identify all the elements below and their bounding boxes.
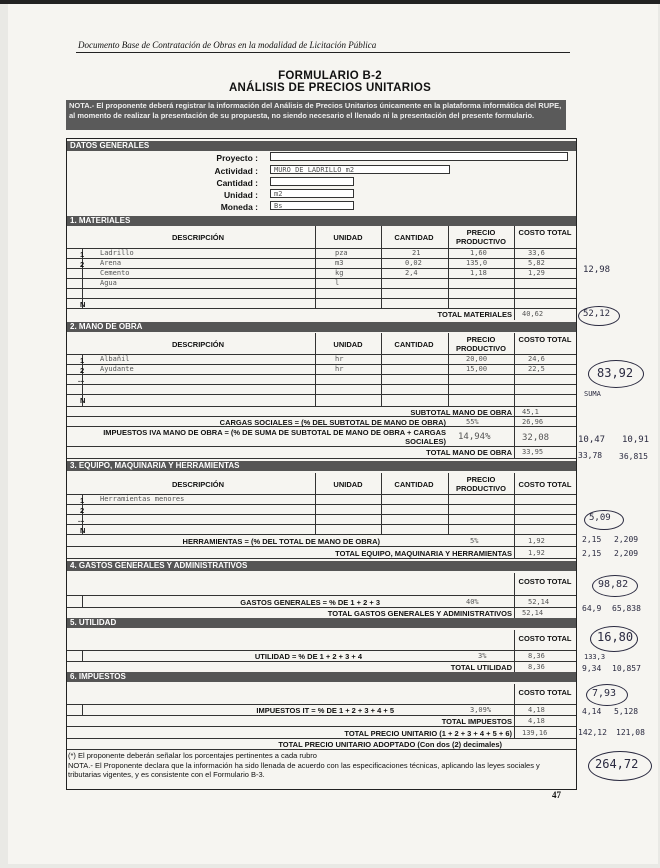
section-utilidad: 5. UTILIDAD	[67, 618, 576, 628]
moneda-field[interactable]: Bs	[270, 201, 354, 210]
unidad-field[interactable]: m2	[270, 189, 354, 198]
grid-line	[514, 684, 515, 738]
total-materiales-label: TOTAL MATERIALES	[437, 310, 512, 319]
header-rule	[76, 52, 570, 53]
impuestos-it-pct: 3,09%	[470, 706, 492, 714]
margin-note: 5,09	[589, 513, 611, 523]
grid-line	[67, 704, 576, 705]
margin-note: 16,80	[597, 630, 634, 644]
margin-note: 98,82	[598, 579, 629, 590]
grid-line	[67, 374, 576, 375]
col-unidad: UNIDAD	[333, 233, 363, 242]
margin-note: 10,857	[612, 664, 641, 673]
grid-line	[67, 406, 576, 407]
grid-line	[67, 524, 576, 525]
col-descripcion: DESCRIPCIÓN	[171, 340, 225, 349]
material-desc: Agua	[100, 279, 117, 287]
actividad-label: Actividad :	[214, 166, 258, 176]
material-cantidad: 21	[412, 249, 421, 257]
margin-note: 121,08	[616, 728, 645, 737]
row-number: 2	[80, 506, 85, 515]
section-datos-generales: DATOS GENERALES	[67, 141, 576, 151]
grid-line	[67, 661, 576, 662]
col-costo: COSTO TOTAL	[518, 577, 572, 586]
grid-line	[67, 738, 576, 739]
grid-line	[67, 726, 576, 727]
total-gastos-label: TOTAL GASTOS GENERALES Y ADMINISTRATIVOS	[327, 609, 512, 618]
grid-line	[67, 749, 576, 750]
grid-line	[514, 473, 515, 558]
margin-note: 4,14	[582, 707, 602, 716]
margin-note: 2,209	[614, 535, 639, 544]
form-title: FORMULARIO B-2	[278, 70, 382, 82]
grid-line	[514, 573, 515, 619]
col-descripcion: DESCRIPCIÓN	[171, 233, 225, 242]
material-unidad: pza	[335, 249, 348, 257]
material-cantidad: 2,4	[405, 269, 418, 277]
grid-line	[67, 384, 576, 385]
impuestos-it-value: 4,18	[528, 706, 545, 714]
grid-line	[514, 226, 515, 320]
col-costo: COSTO TOTAL	[518, 634, 572, 643]
col-precio: PRECIO PRODUCTIVO	[455, 475, 506, 493]
material-costo: 33,6	[528, 249, 545, 257]
form-subtitle: ANÁLISIS DE PRECIOS UNITARIOS	[228, 82, 432, 94]
margin-note: 36,815	[619, 452, 648, 461]
grid-line	[67, 248, 576, 249]
grid-line	[514, 630, 515, 672]
margin-note: 133,3	[584, 653, 606, 661]
total-impuestos-label: TOTAL IMPUESTOS	[441, 717, 512, 726]
grid-line	[381, 333, 382, 406]
section-materiales: 1. MATERIALES	[67, 216, 576, 226]
grid-line	[381, 226, 382, 308]
grid-line	[315, 333, 316, 406]
grid-line	[67, 504, 576, 505]
row-dots: ...	[78, 375, 85, 384]
grid-line	[514, 333, 515, 458]
grid-line	[67, 546, 576, 547]
grid-line	[67, 595, 576, 596]
section-mano-de-obra: 2. MANO DE OBRA	[67, 322, 576, 332]
grid-line	[82, 650, 83, 661]
grid-line	[67, 534, 576, 535]
actividad-field[interactable]: MURO DE LADRILLO m2	[270, 165, 450, 174]
row-number: 2	[80, 366, 85, 375]
grid-line	[67, 364, 576, 365]
iva-mo-label: IMPUESTOS IVA MANO DE OBRA = (% DE SUMA DE SUBTOTAL DE MANO DE OBRA + CARGAS SOCIALES)	[103, 428, 446, 446]
margin-note: 33,78	[578, 451, 603, 460]
margin-note: 5,128	[614, 707, 639, 716]
material-desc: Arena	[100, 259, 122, 267]
grid-line	[67, 650, 576, 651]
margin-note: 2,15	[582, 535, 602, 544]
col-precio: PRECIO PRODUCTIVO	[455, 335, 506, 353]
total-equipo-label: TOTAL EQUIPO, MAQUINARIA Y HERRAMIENTAS	[335, 549, 512, 558]
row-number-n: N	[80, 396, 86, 405]
grid-line	[67, 354, 576, 355]
material-precio: 135,0	[466, 259, 488, 267]
grid-line	[67, 278, 576, 279]
moneda-label: Moneda :	[220, 202, 258, 212]
col-costo: COSTO TOTAL	[518, 335, 572, 344]
total-mo-value: 33,95	[522, 448, 544, 456]
row-dots: ...	[78, 515, 85, 524]
page-number: 47	[552, 790, 561, 800]
material-desc: Ladrillo	[100, 249, 134, 257]
grid-line	[67, 394, 576, 395]
margin-note: 10,91	[622, 435, 650, 445]
total-precio-unitario-value: 139,16	[522, 729, 548, 737]
col-unidad: UNIDAD	[333, 340, 363, 349]
col-cantidad: CANTIDAD	[394, 340, 434, 349]
gastos-generales-label: GASTOS GENERALES = % DE 1 + 2 + 3	[240, 598, 380, 607]
material-costo: 5,82	[528, 259, 545, 267]
total-utilidad-label: TOTAL UTILIDAD	[450, 663, 512, 672]
grid-line	[67, 308, 576, 309]
margin-note: 142,12	[578, 728, 607, 737]
proyecto-field[interactable]	[270, 152, 568, 161]
section-impuestos: 6. IMPUESTOS	[67, 672, 576, 682]
total-adoptado-label: TOTAL PRECIO UNITARIO ADOPTADO (Con dos (2) decimales)	[278, 740, 502, 749]
grid-line	[448, 333, 449, 406]
declaration-note: NOTA.- El Proponente declara que la información ha sido llenada de acuerdo con las especificaciones técnicas, aplicando las leyes sociales y tributarias vigentes, y es consistente con el Formulario B-3.	[68, 761, 540, 779]
nota-box: NOTA.- El proponente deberá registrar la información del Análisis de Precios Unitarios únicamente en la plataforma informática del RUPE, al momento de realizar la presentación de su propuesta, no siendo necesario el llenado ni la presentación del presente formulario.	[66, 100, 566, 130]
col-cantidad: CANTIDAD	[394, 480, 434, 489]
material-desc: Cemento	[100, 269, 130, 277]
grid-line	[82, 704, 83, 715]
col-costo: COSTO TOTAL	[518, 688, 572, 697]
margin-note: 83,92	[597, 366, 634, 380]
margin-note: 7,93	[592, 688, 617, 699]
gastos-generales-value: 52,14	[528, 598, 550, 606]
margin-note: 12,98	[583, 265, 611, 275]
iva-mo-pct: 14,94%	[458, 432, 491, 442]
margin-note: 64,9	[582, 604, 602, 613]
grid-line	[67, 268, 576, 269]
unidad-label: Unidad :	[224, 190, 258, 200]
total-mo-label: TOTAL MANO DE OBRA	[426, 448, 512, 457]
grid-line	[315, 473, 316, 534]
mo-desc: Albañil	[100, 355, 130, 363]
total-precio-unitario-label: TOTAL PRECIO UNITARIO (1 + 2 + 3 + 4 + 5 + 6)	[344, 729, 512, 738]
proyecto-label: Proyecto :	[216, 153, 258, 163]
footnote: (*) El proponente deberán señalar los porcentajes pertinentes a cada rubro	[68, 751, 317, 760]
cantidad-label: Cantidad :	[216, 178, 258, 188]
grid-line	[67, 715, 576, 716]
total-gastos-value: 52,14	[522, 609, 544, 617]
material-unidad: m3	[335, 259, 344, 267]
mo-costo: 22,5	[528, 365, 545, 373]
grid-line	[67, 514, 576, 515]
grid-line	[67, 258, 576, 259]
col-costo: COSTO TOTAL	[518, 480, 572, 489]
total-materiales-value: 40,62	[522, 310, 544, 318]
col-unidad: UNIDAD	[333, 480, 363, 489]
margin-note: 52,12	[583, 309, 611, 319]
subtotal-mo-label: SUBTOTAL MANO DE OBRA	[410, 408, 512, 417]
gastos-generales-pct: 40%	[466, 598, 479, 606]
grid-line	[448, 226, 449, 308]
herramientas-value: 1,92	[528, 537, 545, 545]
grid-line	[67, 446, 576, 447]
col-descripcion: DESCRIPCIÓN	[171, 480, 225, 489]
utilidad-value: 8,36	[528, 652, 545, 660]
material-precio: 1,60	[470, 249, 487, 257]
section-equipo: 3. EQUIPO, MAQUINARIA Y HERRAMIENTAS	[67, 461, 576, 471]
material-cantidad: 0,02	[405, 259, 422, 267]
margin-note: 264,72	[595, 757, 639, 771]
grid-line	[67, 288, 576, 289]
row-number-n: N	[80, 526, 86, 535]
row-number: 1	[80, 250, 85, 259]
grid-line	[82, 595, 83, 607]
material-unidad: l	[335, 279, 340, 287]
mo-costo: 24,6	[528, 355, 545, 363]
row-number-n: N	[80, 300, 86, 309]
mo-unidad: hr	[335, 365, 344, 373]
cargas-sociales-pct: 55%	[466, 418, 479, 426]
mo-unidad: hr	[335, 355, 344, 363]
total-impuestos-value: 4,18	[528, 717, 545, 725]
margin-note: 9,34	[582, 664, 602, 673]
mo-precio: 20,00	[466, 355, 488, 363]
grid-line	[315, 226, 316, 308]
section-gastos: 4. GASTOS GENERALES Y ADMINISTRATIVOS	[67, 561, 576, 571]
mo-desc: Ayudante	[100, 365, 134, 373]
cargas-sociales-label: CARGAS SOCIALES = (% DEL SUBTOTAL DE MANO DE OBRA)	[219, 418, 446, 427]
row-number: 1	[80, 496, 85, 505]
total-utilidad-value: 8,36	[528, 663, 545, 671]
col-precio: PRECIO PRODUCTIVO	[455, 228, 506, 246]
col-cantidad: CANTIDAD	[394, 233, 434, 242]
herramientas-pct: 5%	[470, 537, 479, 545]
total-equipo-value: 1,92	[528, 549, 545, 557]
grid-line	[67, 458, 576, 459]
subtotal-mo-value: 45,1	[522, 408, 539, 416]
grid-line	[448, 473, 449, 534]
margin-note: SUMA	[584, 390, 601, 398]
grid-line	[67, 607, 576, 608]
utilidad-pct: 3%	[478, 652, 487, 660]
document-header: Documento Base de Contratación de Obras en la modalidad de Licitación Pública	[78, 40, 377, 50]
utilidad-label: UTILIDAD = % DE 1 + 2 + 3 + 4	[254, 652, 362, 661]
margin-note: 2,15	[582, 549, 602, 558]
row-number: 1	[80, 356, 85, 365]
herramientas-label: HERRAMIENTAS = (% DEL TOTAL DE MANO DE OBRA)	[182, 537, 380, 546]
cantidad-field[interactable]	[270, 177, 354, 186]
material-costo: 1,29	[528, 269, 545, 277]
material-unidad: kg	[335, 269, 344, 277]
margin-note: 2,209	[614, 549, 639, 558]
grid-line	[381, 473, 382, 534]
col-costo: COSTO TOTAL	[518, 228, 572, 237]
cargas-sociales-value: 26,96	[522, 418, 544, 426]
impuestos-it-label: IMPUESTOS IT = % DE 1 + 2 + 3 + 4 + 5	[256, 706, 394, 715]
row-number: 2	[80, 260, 85, 269]
material-precio: 1,18	[470, 269, 487, 277]
equipo-desc: Herramientas menores	[100, 495, 185, 503]
iva-mo-value: 32,08	[522, 433, 550, 443]
margin-note: 10,47	[578, 435, 606, 445]
grid-line	[67, 558, 576, 559]
mo-precio: 15,00	[466, 365, 488, 373]
grid-line	[67, 298, 576, 299]
margin-note: 65,838	[612, 604, 641, 613]
